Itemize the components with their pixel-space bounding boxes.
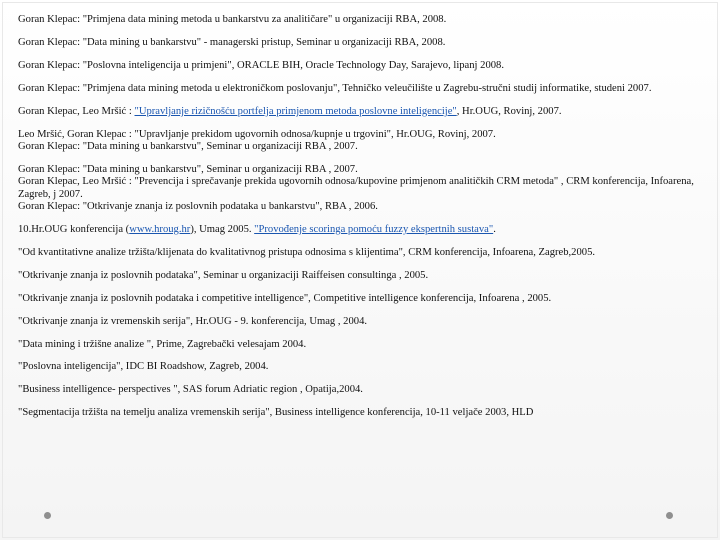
reference-line: Goran Klepac: "Primjena data mining metoda u bankarstvu za analitičare" u organizaciji RBA, 2008. [18, 14, 447, 25]
reference-entry [18, 60, 694, 72]
reference-entry [18, 37, 694, 49]
reference-suffix: . [493, 223, 496, 235]
reference-entry [18, 83, 694, 95]
reference-entry [18, 339, 694, 351]
reference-line [18, 106, 694, 118]
reference-link[interactable]: "Upravljanje rizičnošću portfelja primjenom metoda poslovne inteligencije" [134, 105, 457, 117]
reference-line: "Otkrivanje znanja iz poslovnih podataka", Seminar u organizaciji Raiffeisen consultinga , 2005. [18, 269, 429, 281]
reference-line: Goran Klepac, Leo Mršić : "Prevencija i sprečavanje prekida ugovornih odnosa/kupovine primjenom analitičkih CRM metoda" , CRM konferencija, Infoarena, Zagreb, j 2007. [18, 176, 694, 200]
reference-entry [18, 247, 694, 259]
reference-entry [18, 14, 694, 26]
hroug-website-link[interactable]: www.hroug.hr [129, 223, 191, 235]
reference-entry [18, 293, 694, 305]
reference-line: "Data mining i tržišne analize ", Prime, Zagrebački velesajam 2004. [18, 338, 307, 350]
reference-line: "Otkrivanje znanja iz poslovnih podataka i competitive intelligence", Competitive intelligence konferencija, Infoarena , 2005. [18, 292, 552, 304]
reference-prefix: 10.Hr.OUG konferencija ( [18, 223, 130, 235]
reference-line: Goran Klepac: "Otkrivanje znanja iz poslovnih podataka u bankarstvu", RBA , 2006. [18, 201, 378, 213]
reference-line: "Otkrivanje znanja iz vremenskih serija", Hr.OUG - 9. konferencija, Umag , 2004. [18, 315, 368, 327]
reference-authors: Goran Klepac, Leo Mršić : [18, 105, 135, 117]
reference-line: "Business intelligence- perspectives ", SAS forum Adriatic region , Opatija,2004. [18, 384, 363, 396]
reference-entry [18, 361, 694, 373]
reference-line: "Poslovna inteligencija", IDC BI Roadshow, Zagreb, 2004. [18, 361, 269, 373]
reference-entry [18, 407, 694, 419]
reference-line: "Od kvantitativne analize tržišta/klijenata do kvalitativnog pristupa odnosima s klijentima", CRM konferencija, Infoarena, Zagreb,2005. [18, 246, 596, 258]
reference-middle: ), Umag 2005. [190, 223, 255, 235]
reference-line: Goran Klepac: "Primjena data mining metoda u elektroničkom poslovanju", Tehničko veleučilište u Zagrebu-stručni studij informatike, studeni 2007. [18, 82, 652, 94]
dot-icon [666, 512, 673, 519]
reference-line: Goran Klepac: "Poslovna inteligencija u primjeni", ORACLE BIH, Oracle Technology Day, Sarajevo, lipanj 2008. [18, 59, 504, 71]
reference-entry [18, 316, 694, 328]
reference-line [18, 224, 694, 236]
reference-line: Leo Mršić, Goran Klepac : "Upravljanje prekidom ugovornih odnosa/kupnje u trgovini", Hr.OUG, Rovinj, 2007. [18, 128, 496, 140]
reference-entry [18, 164, 694, 214]
reference-entry [18, 129, 694, 154]
reference-line: Goran Klepac: "Data mining u bankarstvu" - managerski pristup, Seminar u organizaciji RBA, 2008. [18, 36, 446, 48]
reference-line: Goran Klepac: "Data mining u bankarstvu", Seminar u organizaciji RBA , 2007. [18, 163, 358, 175]
reference-line: "Segmentacija tržišta na temelju analiza vremenskih serija", Business intelligence konferencija, 10-11 veljače 2003, HLD [18, 407, 534, 419]
reference-link[interactable]: "Provođenje scoringa pomoću fuzzy ekspertnih sustava" [254, 223, 494, 235]
reference-entry [18, 270, 694, 282]
reference-entry [18, 384, 694, 396]
reference-entry [18, 224, 694, 236]
reference-entry [18, 106, 694, 118]
reference-venue: , Hr.OUG, Rovinj, 2007. [456, 105, 562, 117]
dot-icon [44, 512, 51, 519]
reference-list [18, 14, 694, 430]
reference-line: Goran Klepac: "Data mining u bankarstvu", Seminar u organizaciji RBA , 2007. [18, 140, 358, 152]
